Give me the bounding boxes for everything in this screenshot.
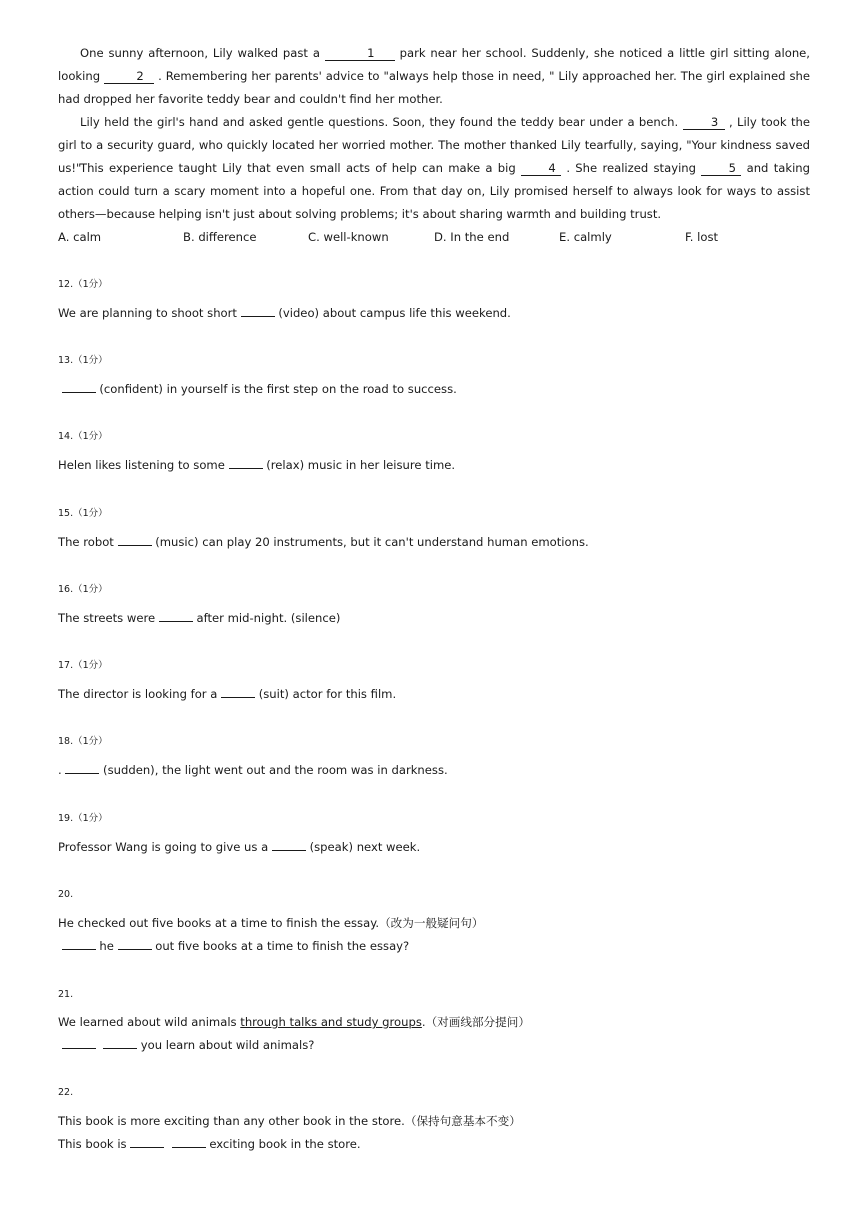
question-13-text: [58, 379, 457, 399]
question-text: (confident) in yourself is the first step on the road to success.: [95, 382, 457, 396]
passage-text: . Remembering her parents' advice to "always help those in need, " Lily approached her. The girl explained she had dropped her favorite teddy bear and couldn't find her mother.: [58, 69, 810, 106]
option-b[interactable]: B. difference: [183, 230, 257, 244]
answer-blank[interactable]: [103, 1037, 137, 1049]
question-text: exciting book in the store.: [205, 1137, 361, 1151]
blank-4: 4: [521, 161, 561, 176]
passage-text: . She realized staying: [561, 161, 702, 175]
question-number: 16.（1分）: [58, 584, 108, 595]
question-number: 12.（1分）: [58, 279, 108, 290]
question-text: after mid-night. (silence): [192, 611, 341, 625]
question-number: 21.: [58, 989, 74, 1000]
answer-blank[interactable]: [62, 1037, 96, 1049]
option-c[interactable]: C. well-known: [308, 230, 389, 244]
answer-blank[interactable]: [159, 610, 193, 622]
question-22-answer: [58, 1134, 361, 1154]
answer-blank[interactable]: [221, 686, 255, 698]
question-text: (suit) actor for this film.: [255, 687, 397, 701]
passage-paragraph-3: [58, 157, 810, 226]
question-text: .: [58, 763, 66, 777]
question-18-text: [58, 760, 448, 780]
question-text: (music) can play 20 instruments, but it can't understand human emotions.: [151, 535, 589, 549]
answer-blank[interactable]: [118, 534, 152, 546]
question-number: 17.（1分）: [58, 660, 108, 671]
question-19-text: [58, 837, 420, 857]
answer-blank[interactable]: [241, 305, 275, 317]
answer-blank[interactable]: [62, 938, 96, 950]
question-number: 15.（1分）: [58, 508, 108, 519]
question-text: This book is: [58, 1137, 131, 1151]
passage-text: , Lily took the girl to a security guard, who quickly located her worried mother. The mother thanked Lily tearfully, saying, "Your kindness saved us!": [58, 115, 810, 175]
answer-blank[interactable]: [272, 839, 306, 851]
question-text: We learned about wild animals: [58, 1015, 241, 1029]
blank-5: 5: [701, 161, 741, 176]
question-22-sentence: This book is more exciting than any other book in the store.（保持句意基本不变）: [58, 1114, 521, 1128]
passage-text: park near her school. Suddenly, she noticed a little girl sitting alone, looking: [58, 46, 810, 83]
question-number: 19.（1分）: [58, 813, 108, 824]
answer-blank[interactable]: [65, 762, 99, 774]
blank-2: 2: [104, 69, 154, 84]
question-15-text: [58, 532, 589, 552]
answer-blank[interactable]: [229, 457, 263, 469]
question-number: 13.（1分）: [58, 355, 108, 366]
question-text: The robot: [58, 535, 118, 549]
question-text: .（对画线部分提问）: [421, 1015, 530, 1029]
question-text: (relax) music in her leisure time.: [262, 458, 456, 472]
question-text: We are planning to shoot short: [58, 306, 241, 320]
question-16-text: [58, 608, 340, 628]
question-text: he: [95, 939, 118, 953]
question-text: The director is looking for a: [58, 687, 222, 701]
question-number: 20.: [58, 889, 74, 900]
question-text: (video) about campus life this weekend.: [274, 306, 511, 320]
question-12-text: [58, 303, 511, 323]
question-number: 18.（1分）: [58, 736, 108, 747]
question-21-sentence: [58, 1012, 530, 1032]
question-20-sentence: He checked out five books at a time to finish the essay.（改为一般疑问句）: [58, 916, 484, 930]
question-text: The streets were: [58, 611, 159, 625]
question-text: Helen likes listening to some: [58, 458, 229, 472]
option-a[interactable]: A. calm: [58, 230, 102, 244]
answer-blank[interactable]: [62, 381, 96, 393]
passage-paragraph-1: [58, 42, 810, 111]
question-number: 14.（1分）: [58, 431, 108, 442]
question-17-text: [58, 684, 396, 704]
question-text: (sudden), the light went out and the room was in darkness.: [99, 763, 448, 777]
passage-text: and taking action could turn a scary moment into a hopeful one. From that day on, Lily promised herself to always look for ways to assist others—because helping isn't just about solving problems; it's about sharing warmth and building trust.: [58, 161, 810, 221]
option-f[interactable]: F. lost: [685, 230, 719, 244]
option-d[interactable]: D. In the end: [434, 230, 510, 244]
passage-text: This experience taught Lily that even small acts of help can make a big: [80, 161, 522, 175]
question-text: Professor Wang is going to give us a: [58, 840, 272, 854]
question-14-text: [58, 455, 455, 475]
answer-blank[interactable]: [130, 1136, 164, 1148]
option-e[interactable]: E. calmly: [559, 230, 612, 244]
answer-blank[interactable]: [172, 1136, 206, 1148]
question-text: out five books at a time to finish the essay?: [151, 939, 410, 953]
question-text: (speak) next week.: [305, 840, 421, 854]
passage-text: Lily held the girl's hand and asked gentle questions. Soon, they found the teddy bear under a bench.: [80, 115, 683, 129]
answer-blank[interactable]: [118, 938, 152, 950]
underlined-phrase: through talks and study groups: [240, 1015, 422, 1029]
question-text: you learn about wild animals?: [137, 1038, 315, 1052]
blank-3: 3: [683, 115, 725, 130]
question-21-answer: [58, 1035, 314, 1055]
question-20-answer: [58, 936, 409, 956]
passage-text: One sunny afternoon, Lily walked past a: [80, 46, 325, 60]
question-number: 22.: [58, 1087, 74, 1098]
blank-1: 1: [325, 46, 395, 61]
